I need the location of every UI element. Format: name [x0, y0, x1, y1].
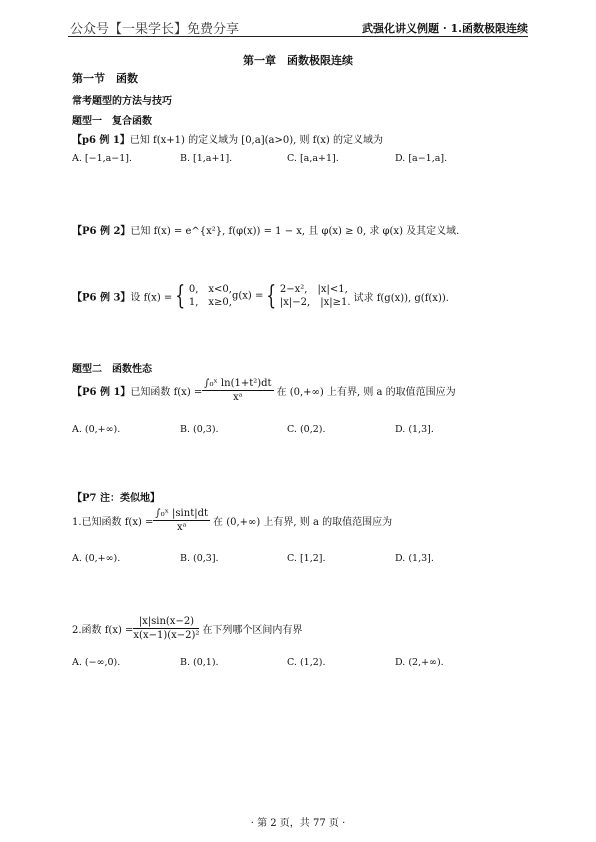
question-5-denominator: xᵃ: [176, 522, 187, 533]
question-6-lead: 2.函数 f(x) =: [72, 625, 134, 636]
question-5-option-a: A. (0,+∞).: [72, 553, 121, 564]
question-3-g-lead: g(x) =: [231, 290, 264, 302]
g-case-2: |x|−2, |x|≥1.: [279, 297, 351, 308]
page-footer: · 第 2 页，共 77 页 ·: [250, 818, 346, 829]
question-6-numerator: |x|sin(x−2): [133, 616, 199, 629]
question-1-option-a: A. [−1,a−1].: [72, 153, 133, 164]
question-4-denominator: xᵃ: [233, 392, 243, 403]
question-2-tag: 【P6 例 2】: [72, 226, 131, 237]
question-2-text: 已知 f(x) = e^{x²}, f(φ(x)) = 1 − x, 且 φ(x) ≥ 0, 求 φ(x) 及其定义域.: [130, 226, 460, 237]
question-6: [72, 616, 302, 641]
question-4-lead: 已知函数 f(x) =: [130, 387, 203, 398]
question-2: [72, 222, 459, 237]
f-piecewise: [189, 283, 232, 309]
question-5-option-b: B. (0,3].: [180, 553, 219, 564]
question-6-option-a: A. (−∞,0).: [72, 657, 121, 668]
question-1: [72, 131, 383, 146]
g-piecewise: [280, 283, 351, 309]
header-rule: [68, 36, 528, 37]
question-1-option-b: B. [1,a+1].: [180, 153, 233, 164]
question-5-lead: 1.已知函数 f(x) =: [72, 517, 154, 528]
left-brace-icon: {: [266, 281, 277, 311]
question-5-numerator: ∫₀ˣ |sint|dt: [155, 508, 209, 519]
chapter-title: 第一章 函数极限连续: [243, 54, 353, 67]
question-4-option-d: D. (1,3].: [395, 424, 434, 435]
question-1-tag: 【p6 例 1】: [72, 135, 130, 146]
question-4-option-b: B. (0,3).: [180, 424, 219, 435]
question-5-option-c: C. [1,2].: [287, 553, 326, 564]
f-case-2: 1, x≥0,: [188, 297, 232, 308]
question-5: [72, 508, 392, 533]
question-4: [72, 378, 456, 403]
header-left: 公众号【一果学长】免费分享: [70, 22, 240, 37]
question-3-tag: 【P6 例 3】: [72, 292, 131, 304]
header-right: 武强化讲义例题 · 1.函数极限连续: [362, 22, 528, 35]
question-6-tail: 在下列哪个区间内有界: [202, 625, 303, 636]
question-4-tag: 【P6 例 1】: [72, 387, 131, 398]
question-4-tail: 在 (0,+∞) 上有界, 则 a 的取值范围应为: [276, 387, 456, 398]
question-1-option-c: C. [a,a+1].: [287, 153, 339, 164]
question-6-denominator: x(x−1)(x−2)²: [133, 630, 200, 641]
question-6-option-c: C. (1,2).: [287, 657, 326, 668]
question-5-option-d: D. (1,3].: [395, 553, 434, 564]
question-3-lead: 设 f(x) =: [130, 292, 173, 304]
f-case-1: 0, x<0,: [188, 284, 232, 295]
question-4-fraction: [202, 378, 273, 403]
section-title: 第一节 函数: [72, 72, 138, 85]
g-case-1: 2−x², |x|<1,: [279, 284, 348, 295]
question-3-tail: 试求 f(g(x)), g(f(x)).: [353, 292, 449, 304]
question-6-fraction: [133, 616, 199, 641]
type2-title: 题型二 函数性态: [72, 364, 152, 375]
note-tag: 【P7 注：类似地】: [72, 493, 160, 504]
type1-title: 题型一 复合函数: [72, 116, 152, 127]
question-6-option-d: D. (2,+∞).: [395, 657, 444, 668]
question-4-option-c: C. (0,2).: [287, 424, 326, 435]
question-1-option-d: D. [a−1,a].: [395, 153, 448, 164]
subsection-title: 常考题型的方法与技巧: [72, 96, 172, 107]
left-brace-icon: {: [175, 281, 186, 311]
question-1-text: 已知 f(x+1) 的定义域为 [0,a](a>0), 则 f(x) 的定义域为: [129, 135, 383, 146]
question-6-option-b: B. (0,1).: [180, 657, 219, 668]
question-4-numerator: ∫₀ˣ ln(1+t²)dt: [204, 378, 272, 389]
question-4-option-a: A. (0,+∞).: [72, 424, 121, 435]
question-3: [72, 283, 449, 309]
question-5-fraction: [153, 508, 210, 533]
question-5-tail: 在 (0,+∞) 上有界, 则 a 的取值范围应为: [213, 517, 393, 528]
